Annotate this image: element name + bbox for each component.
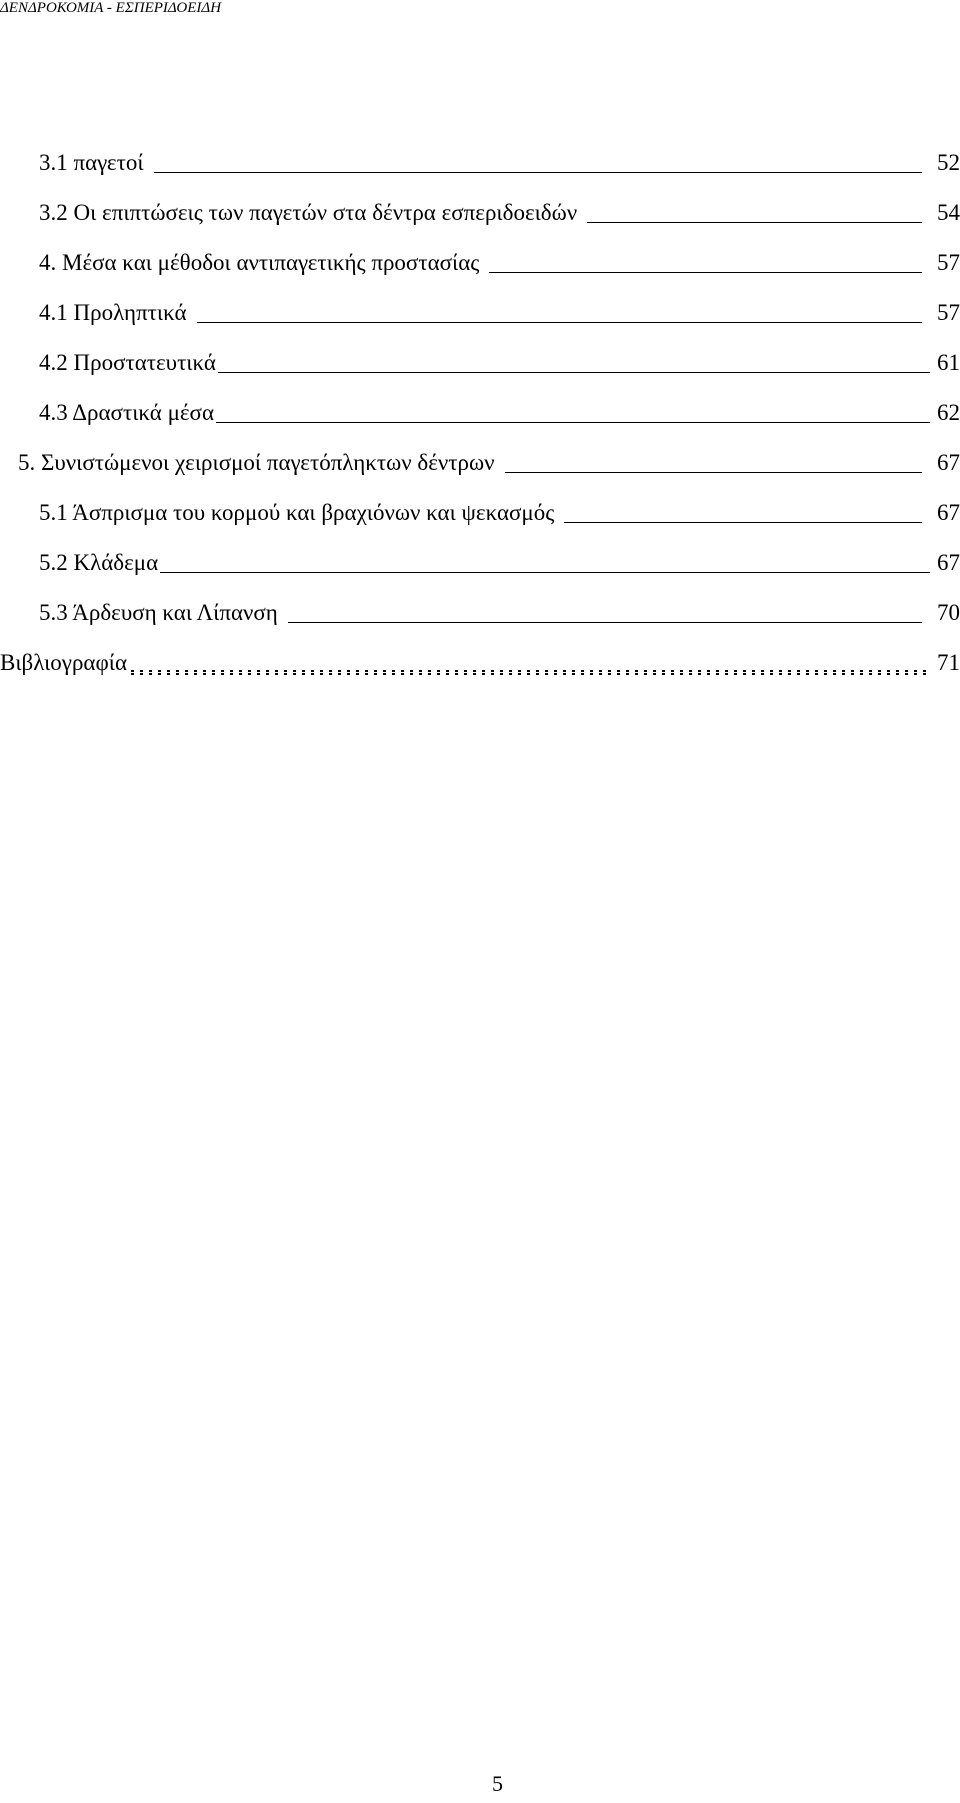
toc-entry-label: 3.2 Οι επιπτώσεις των παγετών στα δέντρα εσπεριδοειδών [39, 200, 578, 225]
toc-entry-label: 5. Συνιστώμενοι χειρισμοί παγετόπληκτων δέντρων [18, 450, 495, 475]
toc-entry-page: 70 [937, 600, 960, 625]
toc-entry-page: 57 [937, 300, 960, 325]
running-header: ΔΕΝΔΡΟΚΟΜΙΑ - ΕΣΠΕΡΙΔΟΕΙΔΗ [0, 0, 222, 16]
page-number: 5 [492, 1771, 503, 1796]
toc-leader-line [160, 571, 930, 573]
toc-entry[interactable] [39, 246, 960, 276]
toc-entry-page: 62 [937, 400, 960, 425]
toc-entry[interactable] [0, 646, 960, 676]
toc-entry-label: 4.1 Προληπτικά [39, 300, 187, 325]
toc-entry[interactable] [18, 446, 960, 476]
toc-leader-line [154, 171, 922, 173]
toc-leader-line [197, 321, 922, 323]
toc-entry-page: 61 [937, 350, 960, 375]
toc-entry[interactable] [39, 196, 960, 226]
toc-entry-label: 5.1 Άσπρισμα του κορμού και βραχιόνων και ψεκασμός [39, 500, 555, 525]
toc-entry-page: 67 [937, 450, 960, 475]
toc-entry-page: 57 [937, 250, 960, 275]
toc-entry-label: 3.1 παγετοί [39, 150, 144, 175]
toc-entry-page: 67 [937, 500, 960, 525]
toc-entry-page: 71 [937, 650, 960, 675]
toc-leader-line [489, 271, 922, 273]
toc-entry-label: 4.3 Δραστικά μέσα [39, 400, 215, 425]
toc-entry-page: 67 [937, 550, 960, 575]
toc-entry[interactable] [39, 596, 960, 626]
toc-leader-line [505, 471, 922, 473]
toc-leader-line [564, 521, 922, 523]
toc-leader-dotted [131, 669, 928, 675]
toc-entry-label: 5.2 Κλάδεμα [39, 550, 159, 575]
toc-entry[interactable] [39, 496, 960, 526]
toc-leader-line [587, 221, 922, 223]
toc-entry[interactable] [39, 146, 960, 176]
toc-entry-label: 4. Μέσα και μέθοδοι αντιπαγετικής προστασίας [39, 250, 480, 275]
toc-entry[interactable] [39, 546, 960, 576]
toc-entry-page: 54 [937, 200, 960, 225]
toc-entry-label: 5.3 Άρδευση και Λίπανση [39, 600, 278, 625]
toc-leader-line [216, 421, 930, 423]
toc-entry[interactable] [39, 346, 960, 376]
toc-leader-line [288, 621, 922, 623]
toc-entry[interactable] [39, 396, 960, 426]
toc-entry-page: 52 [937, 150, 960, 175]
toc-entry[interactable] [39, 296, 960, 326]
toc-entry-label: 4.2 Προστατευτικά [39, 350, 216, 375]
toc-leader-line [218, 371, 930, 373]
toc-entry-label: Βιβλιογραφία [0, 650, 127, 675]
